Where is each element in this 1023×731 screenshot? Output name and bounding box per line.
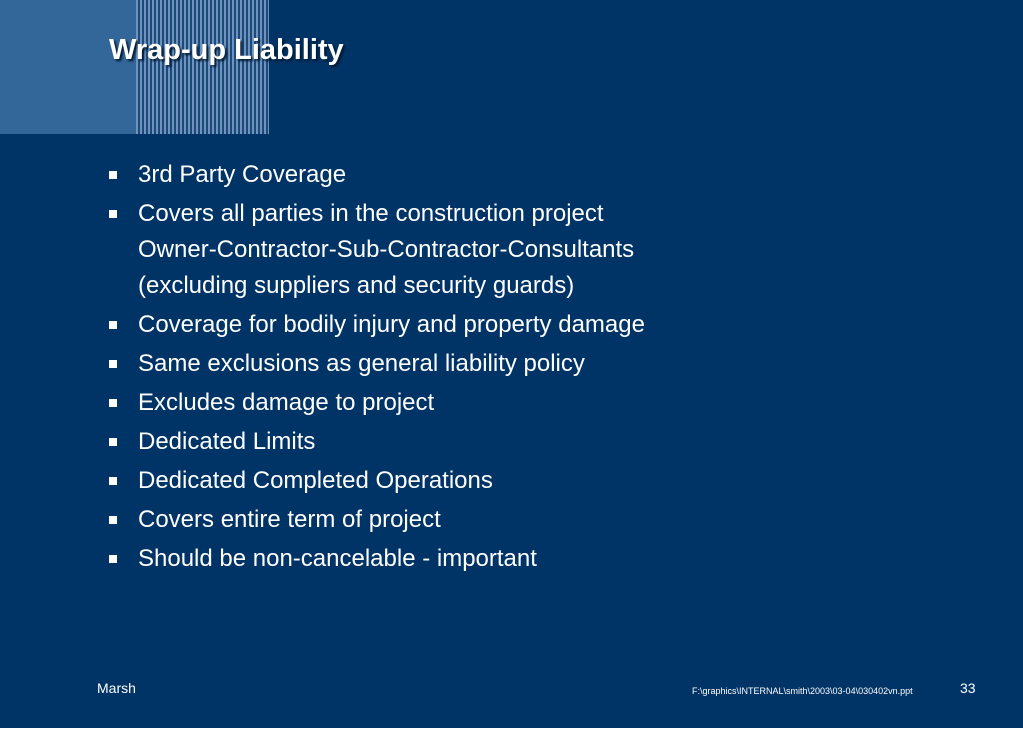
bullet-line: Covers entire term of project	[138, 506, 441, 533]
bullet-text	[138, 196, 634, 304]
bullet-item	[109, 346, 645, 382]
bullet-text	[138, 385, 434, 421]
bullet-item	[109, 541, 645, 577]
bullet-line: Dedicated Completed Operations	[138, 467, 493, 494]
bullet-item	[109, 307, 645, 343]
footer-file-path: F:\graphics\INTERNAL\smith\2003\03-04\030402vn.ppt	[692, 686, 913, 696]
bullet-line: Same exclusions as general liability policy	[138, 350, 585, 377]
bullet-line: Dedicated Limits	[138, 428, 316, 455]
square-bullet-icon	[109, 399, 117, 407]
bullet-item	[109, 502, 645, 538]
square-bullet-icon	[109, 516, 117, 524]
footer-company: Marsh	[97, 680, 136, 696]
bullet-line: 3rd Party Coverage	[138, 161, 347, 188]
square-bullet-icon	[109, 321, 117, 329]
bullet-item	[109, 424, 645, 460]
bullet-text	[138, 307, 645, 343]
bullet-list	[109, 157, 645, 580]
slide-title: Wrap-up Liability	[109, 34, 344, 66]
bullet-item	[109, 385, 645, 421]
bullet-line: (excluding suppliers and security guards)	[138, 272, 575, 299]
bullet-line: Covers all parties in the construction project	[138, 200, 604, 227]
bullet-item	[109, 196, 645, 304]
bullet-text	[138, 541, 537, 577]
square-bullet-icon	[109, 438, 117, 446]
bullet-text	[138, 346, 585, 382]
bullet-text	[138, 463, 493, 499]
decorative-corner-block	[0, 0, 136, 134]
square-bullet-icon	[109, 171, 117, 179]
bullet-text	[138, 157, 346, 193]
square-bullet-icon	[109, 555, 117, 563]
bullet-item	[109, 157, 645, 193]
square-bullet-icon	[109, 477, 117, 485]
page-number: 33	[960, 680, 976, 696]
decorative-stripes	[136, 0, 269, 134]
square-bullet-icon	[109, 210, 117, 218]
bullet-line: Coverage for bodily injury and property damage	[138, 311, 645, 338]
bullet-text	[138, 502, 441, 538]
bullet-text	[138, 424, 315, 460]
bullet-line: Excludes damage to project	[138, 389, 435, 416]
square-bullet-icon	[109, 360, 117, 368]
bullet-line: Should be non-cancelable - important	[138, 545, 537, 572]
bullet-item	[109, 463, 645, 499]
bullet-line: Owner-Contractor-Sub-Contractor-Consultants	[138, 236, 635, 263]
